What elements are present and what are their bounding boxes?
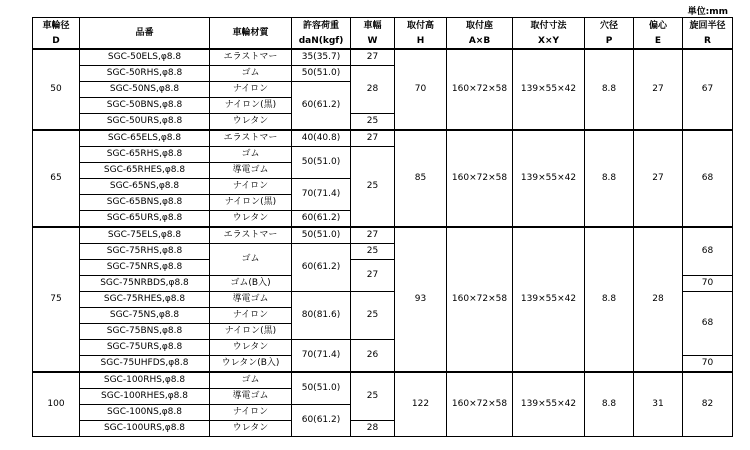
- swivel-radius-cell: 68: [683, 292, 733, 356]
- allowable-load-cell: 50(51.0): [292, 227, 351, 244]
- allowable-load-cell: 60(61.2): [292, 211, 351, 228]
- part-number-cell: SGC-75BNS,φ8.8: [80, 324, 210, 340]
- header-offset: 偏心: [634, 18, 683, 34]
- header-mount-height: 取付高: [395, 18, 447, 34]
- table-row: [33, 130, 733, 147]
- wheel-material-cell: ウレタン(B入): [210, 356, 292, 373]
- wheel-width-cell: 27: [351, 130, 395, 147]
- wheel-width-cell: 28: [351, 421, 395, 437]
- header-symbol-xxy: X×Y: [513, 33, 585, 49]
- swivel-radius-cell: 70: [683, 276, 733, 292]
- wheel-width-cell: 25: [351, 114, 395, 131]
- hole-diameter-cell: 8.8: [585, 372, 634, 437]
- wheel-material-cell: ナイロン: [210, 405, 292, 421]
- header-symbol-axb: A×B: [447, 33, 513, 49]
- wheel-material-cell: エラストマー: [210, 227, 292, 244]
- header-wheel-material: 車輪材質: [210, 18, 292, 50]
- header-symbol-r: R: [683, 33, 733, 49]
- allowable-load-cell: 40(40.8): [292, 130, 351, 147]
- header-hole-diameter: 穴径: [585, 18, 634, 34]
- wheel-material-cell: ナイロン(黒): [210, 195, 292, 211]
- wheel-width-cell: 25: [351, 147, 395, 228]
- part-number-cell: SGC-75RHES,φ8.8: [80, 292, 210, 308]
- header-allowable-load: 許容荷重: [292, 18, 351, 34]
- part-number-cell: SGC-100RHES,φ8.8: [80, 389, 210, 405]
- part-number-cell: SGC-65URS,φ8.8: [80, 211, 210, 228]
- wheel-material-cell: ウレタン: [210, 211, 292, 228]
- header-symbol-p: P: [585, 33, 634, 49]
- part-number-cell: SGC-75URS,φ8.8: [80, 340, 210, 356]
- wheel-material-cell: ゴム: [210, 66, 292, 82]
- spec-table-body: [33, 49, 733, 437]
- header-symbol-load-unit: daN(kgf): [292, 33, 351, 49]
- allowable-load-cell: 35(35.7): [292, 49, 351, 66]
- allowable-load-cell: 80(81.6): [292, 292, 351, 340]
- allowable-load-cell: 70(71.4): [292, 179, 351, 211]
- wheel-material-cell: ナイロン(黒): [210, 324, 292, 340]
- part-number-cell: SGC-50BNS,φ8.8: [80, 98, 210, 114]
- header-part-number: 品番: [80, 18, 210, 50]
- mount-height-cell: 85: [395, 130, 447, 227]
- part-number-cell: SGC-75NS,φ8.8: [80, 308, 210, 324]
- wheel-material-cell: エラストマー: [210, 130, 292, 147]
- wheel-material-cell: ゴム: [210, 372, 292, 389]
- wheel-material-cell: ナイロン(黒): [210, 98, 292, 114]
- mount-dimensions-cell: 139×55×42: [513, 130, 585, 227]
- header-mount-plate: 取付座: [447, 18, 513, 34]
- allowable-load-cell: 60(61.2): [292, 82, 351, 131]
- header-mount-dimensions: 取付寸法: [513, 18, 585, 34]
- wheel-material-cell: 導電ゴム: [210, 163, 292, 179]
- part-number-cell: SGC-100NS,φ8.8: [80, 405, 210, 421]
- hole-diameter-cell: 8.8: [585, 49, 634, 130]
- part-number-cell: SGC-50NS,φ8.8: [80, 82, 210, 98]
- offset-cell: 27: [634, 130, 683, 227]
- mount-plate-cell: 160×72×58: [447, 372, 513, 437]
- wheel-width-cell: 27: [351, 49, 395, 66]
- part-number-cell: SGC-50ELS,φ8.8: [80, 49, 210, 66]
- wheel-width-cell: 27: [351, 227, 395, 244]
- part-number-cell: SGC-50URS,φ8.8: [80, 114, 210, 131]
- header-symbol-h: H: [395, 33, 447, 49]
- wheel-diameter-cell: 65: [33, 130, 80, 227]
- swivel-radius-cell: 70: [683, 356, 733, 373]
- allowable-load-cell: 60(61.2): [292, 244, 351, 292]
- wheel-width-cell: 26: [351, 340, 395, 373]
- wheel-width-cell: 25: [351, 372, 395, 421]
- swivel-radius-cell: 68: [683, 130, 733, 227]
- header-symbol-w: W: [351, 33, 395, 49]
- wheel-material-cell: ナイロン: [210, 308, 292, 324]
- hole-diameter-cell: 8.8: [585, 130, 634, 227]
- mount-dimensions-cell: 139×55×42: [513, 372, 585, 437]
- wheel-diameter-cell: 50: [33, 49, 80, 130]
- allowable-load-cell: 60(61.2): [292, 405, 351, 437]
- table-row: [33, 227, 733, 244]
- wheel-material-cell: ウレタン: [210, 340, 292, 356]
- part-number-cell: SGC-65BNS,φ8.8: [80, 195, 210, 211]
- part-number-cell: SGC-75NRBDS,φ8.8: [80, 276, 210, 292]
- wheel-material-cell: ゴム(B入): [210, 276, 292, 292]
- part-number-cell: SGC-75ELS,φ8.8: [80, 227, 210, 244]
- part-number-cell: SGC-75NRS,φ8.8: [80, 260, 210, 276]
- allowable-load-cell: 50(51.0): [292, 147, 351, 179]
- wheel-material-cell: ウレタン: [210, 421, 292, 437]
- mount-height-cell: 70: [395, 49, 447, 130]
- wheel-width-cell: 25: [351, 292, 395, 340]
- wheel-material-cell: ナイロン: [210, 179, 292, 195]
- part-number-cell: SGC-65RHS,φ8.8: [80, 147, 210, 163]
- header-wheel-diameter: 車輪径: [33, 18, 80, 34]
- part-number-cell: SGC-75RHS,φ8.8: [80, 244, 210, 260]
- spec-table: [32, 17, 733, 437]
- allowable-load-cell: 50(51.0): [292, 372, 351, 405]
- swivel-radius-cell: 82: [683, 372, 733, 437]
- mount-dimensions-cell: 139×55×42: [513, 49, 585, 130]
- wheel-width-cell: 25: [351, 244, 395, 260]
- mount-height-cell: 93: [395, 227, 447, 372]
- swivel-radius-cell: 68: [683, 227, 733, 276]
- header-symbol-d: D: [33, 33, 80, 49]
- part-number-cell: SGC-100RHS,φ8.8: [80, 372, 210, 389]
- header-row-titles: [33, 18, 733, 34]
- swivel-radius-cell: 67: [683, 49, 733, 130]
- part-number-cell: SGC-50RHS,φ8.8: [80, 66, 210, 82]
- mount-plate-cell: 160×72×58: [447, 227, 513, 372]
- table-row: [33, 49, 733, 66]
- unit-label: 単位:mm: [687, 7, 728, 17]
- allowable-load-cell: 70(71.4): [292, 340, 351, 373]
- header-wheel-width: 車幅: [351, 18, 395, 34]
- part-number-cell: SGC-65ELS,φ8.8: [80, 130, 210, 147]
- wheel-width-cell: 28: [351, 66, 395, 114]
- hole-diameter-cell: 8.8: [585, 227, 634, 372]
- wheel-diameter-cell: 100: [33, 372, 80, 437]
- wheel-material-cell: ゴム: [210, 147, 292, 163]
- header-symbol-e: E: [634, 33, 683, 49]
- mount-height-cell: 122: [395, 372, 447, 437]
- mount-plate-cell: 160×72×58: [447, 49, 513, 130]
- offset-cell: 28: [634, 227, 683, 372]
- wheel-material-cell: エラストマー: [210, 49, 292, 66]
- wheel-diameter-cell: 75: [33, 227, 80, 372]
- mount-dimensions-cell: 139×55×42: [513, 227, 585, 372]
- wheel-material-cell: ナイロン: [210, 82, 292, 98]
- part-number-cell: SGC-65RHES,φ8.8: [80, 163, 210, 179]
- header-swivel-radius: 旋回半径: [683, 18, 733, 34]
- part-number-cell: SGC-100URS,φ8.8: [80, 421, 210, 437]
- table-row: [33, 372, 733, 389]
- mount-plate-cell: 160×72×58: [447, 130, 513, 227]
- wheel-material-cell: 導電ゴム: [210, 389, 292, 405]
- wheel-material-cell: ゴム: [210, 244, 292, 276]
- wheel-material-cell: 導電ゴム: [210, 292, 292, 308]
- part-number-cell: SGC-75UHFDS,φ8.8: [80, 356, 210, 373]
- allowable-load-cell: 50(51.0): [292, 66, 351, 82]
- part-number-cell: SGC-65NS,φ8.8: [80, 179, 210, 195]
- offset-cell: 27: [634, 49, 683, 130]
- wheel-width-cell: 27: [351, 260, 395, 292]
- offset-cell: 31: [634, 372, 683, 437]
- wheel-material-cell: ウレタン: [210, 114, 292, 131]
